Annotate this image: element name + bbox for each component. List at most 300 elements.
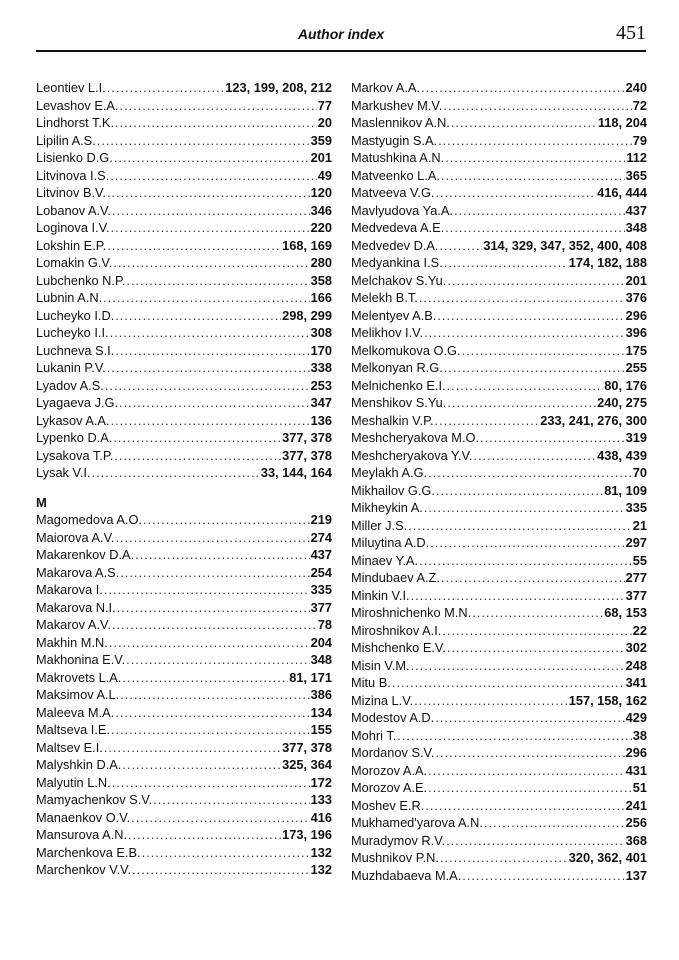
index-entry [36,289,332,307]
dot-leader [114,149,310,167]
author-name: Minkin V.I. [351,587,410,603]
page-references: 118, 204 [597,115,647,130]
index-entry [36,254,332,272]
index-entry [351,832,647,850]
dot-leader [115,704,309,722]
dot-leader [97,132,310,150]
index-entry [36,149,332,167]
index-entry [36,861,332,879]
author-name: Mindubaev A.Z. [351,570,440,585]
author-name: Mitu B. [351,675,391,690]
dot-leader [447,394,596,412]
index-entry [351,604,647,622]
index-entry [351,517,647,535]
running-header [36,22,646,50]
author-name: Lobanov A.V. [36,202,111,218]
page-references: 81, 171 [289,669,332,685]
page-references: 277 [625,570,647,585]
index-entry [351,482,647,500]
index-entry [351,359,647,377]
index-entry [36,79,332,97]
page-references: 376 [625,290,647,305]
index-entry [36,342,332,360]
page-references: 274 [310,529,332,545]
page-references: 348 [310,652,332,667]
page-references: 33, 144, 164 [260,465,332,480]
dot-leader [445,219,624,237]
index-entry [351,709,647,727]
index-entry [36,774,332,792]
dot-leader [411,657,625,675]
index-entry [36,756,332,774]
author-name: Makarova A.S. [36,564,120,580]
dot-leader [115,342,309,360]
author-name: Meylakh A.G. [351,465,428,480]
dot-leader [92,464,260,482]
dot-leader [120,686,309,704]
page-references: 348 [625,220,647,235]
page-references: 325, 364 [282,757,332,772]
dot-leader [126,651,309,669]
dot-leader [126,272,309,290]
index-entry [36,272,332,290]
dot-leader [107,359,310,377]
author-name: Mishchenko E.V. [351,640,446,655]
author-name: Mavlyudova Ya.A. [351,202,453,218]
author-name: Meshcheryakova M.O. [351,430,480,445]
dot-leader [424,499,625,517]
author-name: Lysak V.I. [36,465,91,480]
page-references: 298, 299 [282,307,332,323]
author-name: Minaev Y.A. [351,552,419,568]
dot-leader [408,517,632,535]
index-entry [351,202,647,220]
dot-leader [153,791,309,809]
page-references: 38 [632,727,647,743]
index-entry [351,342,647,360]
dot-leader [447,377,604,395]
page-references: 296 [625,745,647,760]
index-entry [36,616,332,634]
author-name: Medvedev D.A. [351,237,439,253]
dot-leader [462,867,624,885]
index-entry [36,97,332,115]
page-references: 220 [310,220,332,235]
dot-leader [428,779,632,797]
dot-leader [435,184,596,202]
dot-leader [107,184,310,202]
dot-leader [446,832,625,850]
author-name: Lindhorst T.K. [36,115,115,130]
author-name: Melentyev A.B. [351,307,437,323]
dot-leader [135,546,309,564]
page-references: 21 [632,517,647,533]
dot-leader [440,849,568,867]
author-name: Miluytina A.D. [351,535,430,550]
author-name: Makarov A.V. [36,617,111,632]
page-references: 170 [310,342,332,358]
page-references: 204 [310,634,332,650]
index-entry [351,534,647,552]
author-name: Lisienko D.G. [36,150,113,165]
dot-leader [419,552,632,570]
index-entry [36,844,332,862]
index-entry [351,849,647,867]
author-name: Muradymov R.V. [351,832,446,848]
index-entry [351,272,647,290]
page-references: 79 [632,132,647,148]
page-references: 175 [625,342,647,358]
author-name: Litvinov B.V. [36,185,106,200]
index-entry [351,674,647,692]
page-references: 358 [310,272,332,288]
author-name: Melkomukova O.G. [351,342,461,358]
author-name: Lucheyko I.I. [36,325,109,340]
author-name: Mansurova A.N. [36,827,128,842]
dot-leader [451,114,597,132]
author-name: Mohri T. [351,727,397,743]
author-name: Makrovets L.A. [36,669,122,685]
page-references: 112 [626,150,647,165]
author-name: Lokshin E.P. [36,237,107,253]
page-references: 254 [310,564,332,580]
index-entry [351,184,647,202]
page-references: 155 [310,722,332,737]
index-entry [351,79,647,97]
index-entry [36,237,332,255]
page-references: 80, 176 [604,377,647,393]
page-references: 297 [625,535,647,550]
index-entry [351,727,647,745]
author-name: Lukanin P.V. [36,360,106,375]
dot-leader [120,97,317,115]
index-entry [36,809,332,827]
author-name: Melnichenko E.I. [351,377,446,393]
entries-l-group [36,79,332,482]
page-references: 365 [625,167,647,183]
page-references: 20 [317,115,332,130]
index-entry [36,826,332,844]
page-references: 347 [310,395,332,410]
dot-leader [114,447,281,465]
index-entry [351,762,647,780]
dot-leader [112,202,310,220]
dot-leader [117,599,310,617]
author-name: Mastyugin S.A. [351,132,438,148]
page-references: 253 [310,377,332,393]
page-references: 308 [310,325,332,340]
index-entry [36,581,332,599]
author-name: Misin V.M. [351,657,410,673]
dot-leader [105,377,310,395]
dot-leader [397,727,631,745]
author-name: Melchakov S.Yu. [351,272,447,288]
author-name: Maiorova A.V. [36,529,115,545]
author-name: Mukhamed'yarova A.N. [351,815,483,830]
dot-leader [122,756,281,774]
author-name: Lysakova T.P. [36,447,114,463]
page-references: 55 [632,552,647,568]
dot-leader [443,97,631,115]
index-entry [36,412,332,430]
author-name: Luchneva S.I. [36,342,115,358]
dot-leader [110,167,317,185]
dot-leader [113,429,281,447]
page-references: 137 [625,867,647,883]
author-name: Matveenko L.A. [351,167,440,183]
dot-leader [110,324,310,342]
dot-leader [119,394,310,412]
author-name: Mamyachenkov S.V. [36,792,153,807]
page-references: 49 [317,167,332,183]
dot-leader [436,482,603,500]
page-references: 416 [310,809,332,825]
author-name: Mushnikov P.N. [351,850,439,865]
dot-leader [111,721,310,739]
dot-leader [428,762,625,780]
right-column [351,79,647,884]
index-entry [351,587,647,605]
author-name: Lyadov A.S. [36,377,104,393]
index-entry [351,569,647,587]
author-name: Manaenkov O.V. [36,809,131,825]
index-entry [36,219,332,237]
page-references: 359 [310,132,332,148]
author-name: Makarenkov D.A. [36,547,135,562]
author-name: Melkonyan R.G. [351,360,443,375]
page-references: 296 [625,307,647,323]
dot-leader [120,564,309,582]
dot-leader [112,774,310,792]
author-name: Makhin M.N. [36,634,108,650]
author-name: Loginova I.V. [36,220,110,235]
dot-leader [438,132,632,150]
dot-leader [103,289,309,307]
dot-leader [472,604,603,622]
index-entry [36,447,332,465]
author-name: Mizina L.V. [351,692,414,708]
dot-leader [435,412,540,430]
page-references: 377 [625,587,647,603]
index-entry [351,867,647,885]
author-name: Lubnin A.N. [36,290,103,305]
author-name: Moshev E.R. [351,797,425,813]
dot-leader [430,534,624,552]
page-references: 123, 199, 208, 212 [225,80,332,95]
author-name: Lomakin G.V. [36,255,113,270]
page-references: 280 [310,255,332,270]
dot-leader [424,324,625,342]
index-entry [351,639,647,657]
dot-leader [142,844,310,862]
author-name: Marchenkov V.V. [36,862,132,877]
dot-leader [444,359,625,377]
page-references: 396 [625,325,647,340]
index-entry [351,499,647,517]
dot-leader [445,149,625,167]
author-name: Meshalkin V.P. [351,412,434,428]
index-entry [351,814,647,832]
index-entry [351,324,647,342]
dot-leader [132,861,310,879]
page-references: 335 [310,582,332,597]
author-name: Medvedeva A.E. [351,220,445,235]
index-entry [351,114,647,132]
dot-leader [109,634,310,652]
index-entry [351,464,647,482]
index-entry [36,564,332,582]
page-references: 81, 109 [604,482,647,498]
page-references: 168, 169 [282,237,332,253]
index-entry [351,744,647,762]
author-name: Maltsev E.I. [36,739,103,755]
page-references: 166 [310,290,332,305]
author-name: Maleeva M.A. [36,704,115,720]
dot-leader [113,254,309,272]
page-references: 201 [310,150,332,165]
dot-leader [428,464,632,482]
page-references: 173, 196 [282,827,332,842]
author-name: Makarova I. [36,582,103,597]
dot-leader [104,581,310,599]
author-name: Miroshnikov A.I. [351,622,442,638]
page-references: 377, 378 [282,447,332,463]
entries-m-group [36,511,332,879]
page-references: 368 [625,832,647,848]
dot-leader [107,237,281,255]
index-entry [36,394,332,412]
page-references: 438, 439 [597,447,647,463]
dot-leader [454,202,625,220]
author-name: Melekh B.T. [351,290,418,305]
dot-leader [484,814,625,832]
header-rule [36,50,646,52]
page-references: 256 [625,815,647,830]
index-entry [351,289,647,307]
index-entry [351,552,647,570]
index-entry [36,377,332,395]
page-references: 429 [625,710,647,725]
page-references: 72 [632,97,647,113]
page-references: 248 [625,657,647,673]
index-entry [36,511,332,529]
page-references: 346 [310,202,332,218]
index-entry [36,791,332,809]
page-references: 70 [632,465,647,480]
page-references: 172 [310,774,332,790]
dot-leader [143,511,310,529]
index-entry [36,202,332,220]
index-entry [351,797,647,815]
page-references: 377, 378 [282,430,332,445]
index-entry [351,307,647,325]
page-references: 136 [310,412,332,428]
dot-leader [441,569,625,587]
page-references: 437 [625,202,647,218]
page-references: 431 [625,762,647,778]
author-name: Matveeva V.G. [351,185,435,200]
section-letter: M [36,494,47,510]
dot-leader [447,272,624,290]
page-references: 302 [625,640,647,655]
page-references: 335 [625,500,647,515]
author-name: Malyshkin D.A. [36,757,122,772]
page-references: 314, 329, 347, 352, 400, 408 [483,237,647,253]
author-name: Morozov A.E. [351,780,428,795]
author-name: Markov A.A. [351,80,420,95]
index-entry [36,359,332,377]
dot-leader [473,447,596,465]
author-name: Makarova N.I. [36,599,116,615]
index-entry [351,412,647,430]
running-title: Author index [297,26,385,42]
dot-leader [447,639,625,657]
index-entry [351,622,647,640]
dot-leader [131,809,310,827]
dot-leader [116,529,310,547]
page-references: 157, 158, 162 [568,692,647,708]
page-references: 240, 275 [597,395,647,410]
index-entry [36,686,332,704]
page-references: 240 [625,80,647,95]
page-references: 377, 378 [282,739,332,755]
author-name: Lipilin A.S. [36,132,96,148]
index-entry [36,599,332,617]
author-name: Miller J.S. [351,517,408,533]
page-references: 77 [317,97,332,113]
page-references: 219 [310,512,332,527]
author-name: Modestov A.D. [351,710,435,725]
author-name: Leontiev L.I. [36,80,106,95]
index-entry [351,657,647,675]
index-entry [351,97,647,115]
dot-leader [425,797,624,815]
index-entry [351,429,647,447]
page-references: 338 [310,360,332,375]
index-entry [36,721,332,739]
author-name: Mikhailov G.G. [351,482,435,498]
dot-leader [480,429,625,447]
dot-leader [128,826,281,844]
author-name: Makhonina E.V. [36,652,126,667]
index-entry [36,651,332,669]
page-references: 174, 182, 188 [568,255,647,270]
page-references: 416, 444 [597,185,647,200]
dot-leader [414,692,568,710]
dot-leader [111,412,310,430]
dot-leader [441,167,625,185]
author-name: Medyankina I.S. [351,255,443,270]
index-entry [351,394,647,412]
index-entry [36,529,332,547]
author-name: Lubchenko N.P. [36,272,126,288]
index-entry [351,377,647,395]
dot-leader [462,342,625,360]
page-number: 451 [616,22,646,44]
dot-leader [111,219,310,237]
page-references: 68, 153 [604,605,647,620]
page-references: 437 [310,547,332,562]
author-name: Maslennikov A.N. [351,115,450,130]
page-references: 341 [625,675,647,690]
index-entry [36,324,332,342]
author-name: Marchenkova E.B. [36,844,141,860]
dot-leader [411,587,625,605]
author-name: Maksimov A.L. [36,687,120,702]
dot-leader [115,307,281,325]
page-references: 241 [625,797,647,813]
page-references: 386 [310,687,332,702]
